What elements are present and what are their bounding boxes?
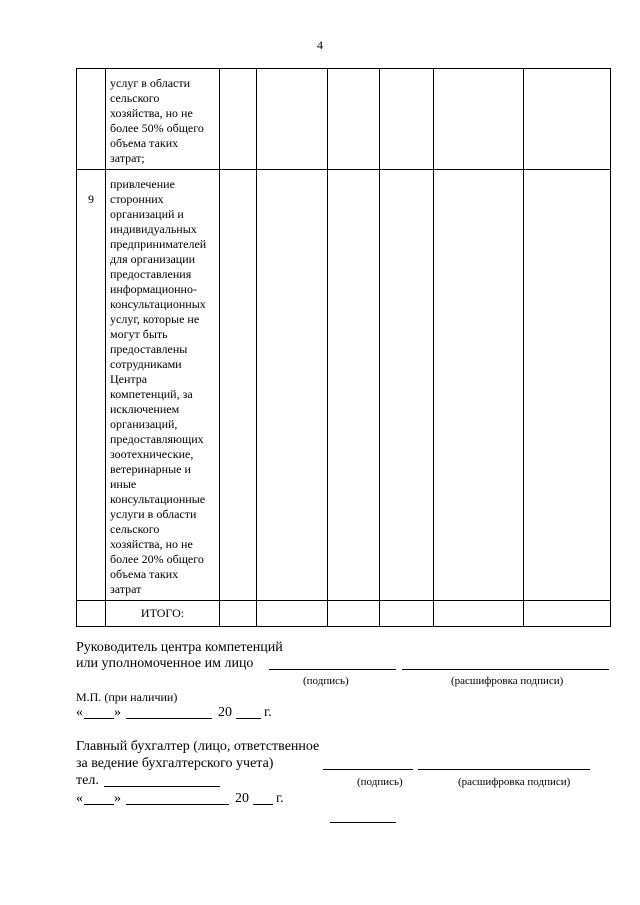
description-line: более 50% общего [110, 121, 204, 135]
description-line: компетенций, за [110, 387, 193, 401]
table-cell [328, 601, 380, 627]
seal-note: М.П. (при наличии) [76, 690, 178, 704]
row-number-cell [77, 69, 106, 170]
description-line: консультационных [110, 297, 206, 311]
table-row [77, 170, 611, 601]
table-cell [524, 170, 611, 601]
table-cell [257, 69, 328, 170]
accountant-date-month-field[interactable] [126, 804, 229, 805]
description-line: предоставления [110, 267, 192, 281]
table-cell [434, 69, 524, 170]
accountant-title-line1: Главный бухгалтер (лицо, ответственное [76, 739, 320, 754]
table-cell [257, 601, 328, 627]
accountant-date-year-prefix: 20 [235, 791, 249, 806]
table-cell [380, 69, 434, 170]
table-cell [220, 170, 257, 601]
phone-field[interactable] [104, 786, 220, 787]
description-line: услуг в области [110, 76, 191, 90]
description-line: предпринимателей [110, 237, 207, 251]
accountant-date-close-quote: » [114, 791, 121, 806]
table-cell [524, 601, 611, 627]
table-row [77, 69, 611, 170]
head-signature-field[interactable] [269, 669, 396, 670]
description-line: предоставлены [110, 342, 188, 356]
table-cell [328, 69, 380, 170]
description-line: услуги в области [110, 507, 197, 521]
table-cell [220, 69, 257, 170]
description-line: сельского [110, 522, 160, 536]
table-cell [220, 601, 257, 627]
description-line: исключением [110, 402, 180, 416]
cost-table [76, 68, 611, 627]
phone-label: тел. [76, 773, 99, 788]
page-number: 4 [317, 38, 323, 52]
description-line: хозяйства, но не [110, 106, 193, 120]
table-cell [434, 170, 524, 601]
table-cell [380, 170, 434, 601]
head-date-year-suffix: г. [264, 705, 272, 720]
description-line: хозяйства, но не [110, 537, 193, 551]
row-description [106, 69, 220, 170]
description-line: затрат; [110, 151, 145, 165]
description-line: консультационные [110, 492, 206, 506]
table-cell [77, 601, 106, 627]
divider-line [330, 822, 396, 823]
description-line: могут быть [110, 327, 168, 341]
accountant-date-open-quote: « [76, 791, 83, 806]
head-date-open-quote: « [76, 705, 83, 720]
row-number-cell: 9 [77, 170, 106, 601]
description-line: информационно- [110, 282, 197, 296]
description-line: организаций и [110, 207, 184, 221]
description-line: привлечение [110, 177, 175, 191]
table-cell [257, 170, 328, 601]
table-cell [380, 601, 434, 627]
table-cell [434, 601, 524, 627]
table-cell [328, 170, 380, 601]
accountant-signature-caption: (подпись) [357, 776, 403, 788]
description-line: ветеринарные и [110, 462, 191, 476]
accountant-date-year-suffix: г. [276, 791, 284, 806]
description-line: организаций, [110, 417, 178, 431]
description-line: Центра [110, 372, 148, 386]
head-decoding-caption: (расшифровка подписи) [451, 675, 564, 687]
description-line: предоставляющих [110, 432, 204, 446]
description-line: сторонних [110, 192, 164, 206]
accountant-decoding-caption: (расшифровка подписи) [458, 776, 571, 788]
head-title-line1: Руководитель центра компетенций [76, 640, 283, 655]
description-line: сельского [110, 91, 160, 105]
accountant-date-year-field[interactable] [253, 804, 273, 805]
description-line: зоотехнические, [110, 447, 194, 461]
description-line: индивидуальных [110, 222, 197, 236]
description-line: объема таких [110, 567, 179, 581]
head-date-close-quote: » [114, 705, 121, 720]
accountant-date-day-field[interactable] [84, 804, 114, 805]
head-signature-caption: (подпись) [303, 675, 349, 687]
row-description [106, 170, 220, 601]
description-line: услуг, которые не [110, 312, 200, 326]
description-line: для организации [110, 252, 196, 266]
description-line: сотрудниками [110, 357, 182, 371]
description-line: более 20% общего [110, 552, 204, 566]
table-cell [524, 69, 611, 170]
description-line: иные [110, 477, 137, 491]
head-date-year-field[interactable] [236, 718, 261, 719]
description-line: затрат [110, 582, 142, 596]
head-decoding-field[interactable] [402, 669, 609, 670]
head-date-year-prefix: 20 [218, 705, 232, 720]
accountant-title-line2: за ведение бухгалтерского учета) [76, 756, 274, 771]
description-line: объема таких [110, 136, 179, 150]
total-label: ИТОГО: [106, 601, 220, 627]
total-row [77, 601, 611, 627]
accountant-decoding-field[interactable] [418, 769, 590, 770]
head-title-line2: или уполномоченное им лицо [76, 656, 254, 671]
head-date-day-field[interactable] [84, 718, 114, 719]
head-date-month-field[interactable] [126, 718, 212, 719]
accountant-signature-field[interactable] [323, 769, 413, 770]
